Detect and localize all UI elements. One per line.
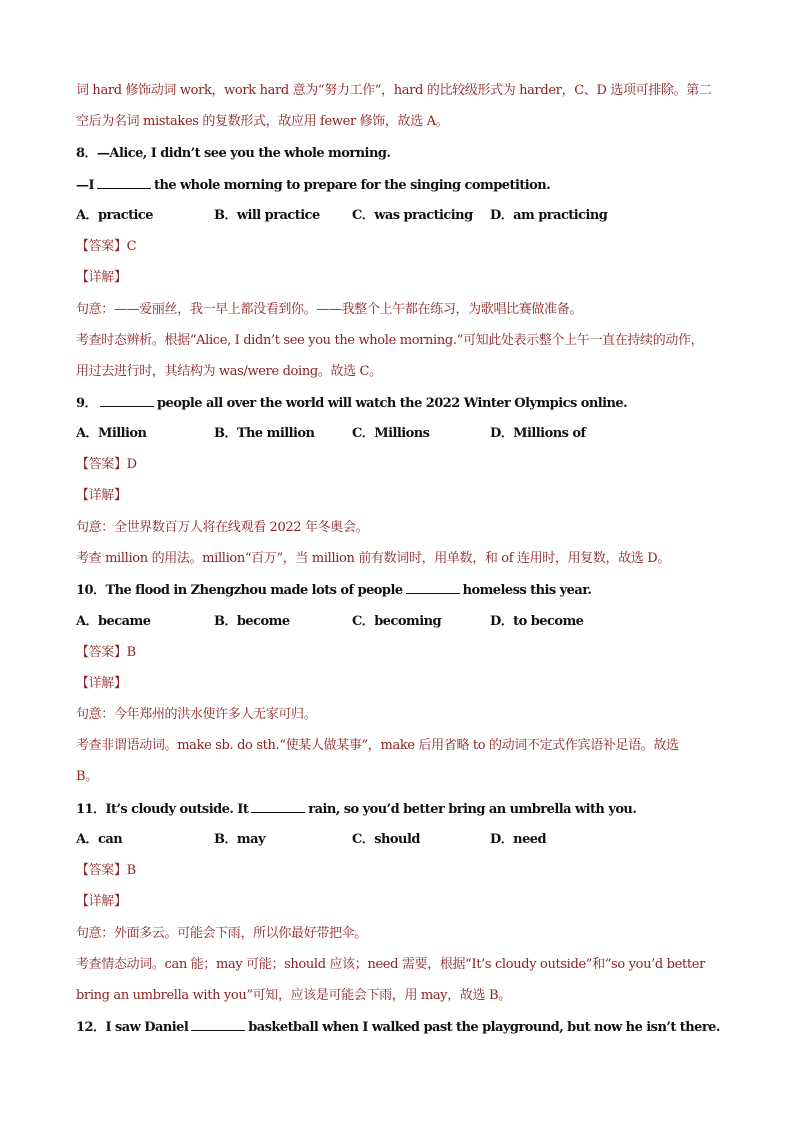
option-a: A．practice — [76, 208, 153, 223]
detail-label: 【详解】 — [76, 488, 127, 503]
question-text: I saw Daniel — [105, 1020, 189, 1035]
question-text: homeless this year. — [462, 583, 592, 598]
answer-blank — [100, 394, 154, 407]
option-b: B．The million — [214, 426, 315, 441]
question-text: —Alice, I didn’t see you the whole morning. — [96, 146, 391, 161]
answer-label: 【答案】D — [76, 457, 137, 472]
analysis-text: B。 — [76, 769, 98, 784]
intro-line-2: 空后为名词 mistakes 的复数形式，故应用 fewer 修饰，故选 A。 — [76, 114, 449, 129]
meaning-text: 句意：全世界数百万人将在线观看 2022 年冬奥会。 — [76, 520, 369, 535]
meaning-text: 句意：今年郑州的洪水使许多人无家可归。 — [76, 707, 317, 722]
meaning-text: 句意：外面多云。可能会下雨，所以你最好带把伞。 — [76, 926, 367, 941]
analysis-text: 考查 million 的用法。million“百万”，当 million 前有数词时，用单数，和 of 连用时，用复数，故选 D。 — [76, 551, 671, 566]
question-text: people all over the world will watch the 2022 Winter Olympics online. — [156, 396, 628, 411]
question-9-options — [76, 425, 676, 443]
meaning-text: 句意：——爱丽丝，我一早上都没看到你。——我整个上午都在练习，为歌唱比赛做准备。 — [76, 302, 583, 317]
question-number: 9． — [76, 396, 97, 411]
question-number: 11． — [76, 802, 106, 817]
question-9-stem — [76, 394, 627, 413]
option-d: D．am practicing — [490, 208, 608, 223]
detail-label: 【详解】 — [76, 270, 127, 285]
analysis-text: bring an umbrella with you”可知，应该是可能会下雨，用 may，故选 B。 — [76, 988, 511, 1003]
option-b: B．become — [214, 614, 290, 629]
question-text: —I — [76, 178, 94, 193]
question-11-options — [76, 831, 676, 849]
question-8-options — [76, 207, 676, 225]
analysis-text: 考查时态辨析。根据“Alice, I didn’t see you the whole morning.”可知此处表示整个上午一直在持续的动作， — [76, 333, 704, 348]
question-8-stem-2 — [76, 176, 550, 195]
question-text: rain, so you’d better bring an umbrella with you. — [308, 802, 637, 817]
option-c: C．becoming — [352, 614, 442, 629]
question-10-stem — [76, 581, 591, 600]
option-c: C．Millions — [352, 426, 430, 441]
question-text: The flood in Zhengzhou made lots of people — [105, 583, 403, 598]
answer-blank — [191, 1018, 245, 1031]
option-c: C．should — [352, 832, 420, 847]
option-a: A．can — [76, 832, 123, 847]
detail-label: 【详解】 — [76, 894, 127, 909]
answer-blank — [406, 581, 460, 594]
question-8-stem — [76, 145, 390, 163]
option-a: A．became — [76, 614, 151, 629]
analysis-text: 考查非谓语动词。make sb. do sth.“使某人做某事”，make 后用省略 to 的动词不定式作宾语补足语。故选 — [76, 738, 679, 753]
question-11-stem — [76, 800, 636, 819]
answer-blank — [251, 800, 305, 813]
question-text: the whole morning to prepare for the singing competition. — [153, 178, 551, 193]
answer-label: 【答案】B — [76, 863, 136, 878]
question-10-options — [76, 613, 676, 631]
intro-line-1: 词 hard 修饰动词 work，work hard 意为“努力工作”，hard 的比较级形式为 harder，C、D 选项可排除。第二 — [76, 83, 712, 98]
answer-blank — [97, 176, 151, 189]
option-c: C．was practicing — [352, 208, 473, 223]
option-a: A．Million — [76, 426, 147, 441]
option-d: D．to become — [490, 614, 584, 629]
answer-label: 【答案】C — [76, 239, 137, 254]
option-d: D．need — [490, 832, 547, 847]
question-text: basketball when I walked past the playground, but now he isn’t there. — [248, 1020, 720, 1035]
detail-label: 【详解】 — [76, 676, 127, 691]
analysis-text: 考查情态动词。can 能；may 可能；should 应该；need 需要，根据“It’s cloudy outside”和“so you’d better — [76, 957, 705, 972]
analysis-text: 用过去进行时，其结构为 was/were doing。故选 C。 — [76, 364, 382, 379]
question-number: 12． — [76, 1020, 106, 1035]
option-d: D．Millions of — [490, 426, 586, 441]
option-b: B．may — [214, 832, 265, 847]
question-text: It’s cloudy outside. It — [105, 802, 249, 817]
question-number: 10． — [76, 583, 106, 598]
option-b: B．will practice — [214, 208, 320, 223]
question-12-stem — [76, 1018, 720, 1037]
answer-label: 【答案】B — [76, 645, 136, 660]
question-number: 8． — [76, 146, 97, 161]
